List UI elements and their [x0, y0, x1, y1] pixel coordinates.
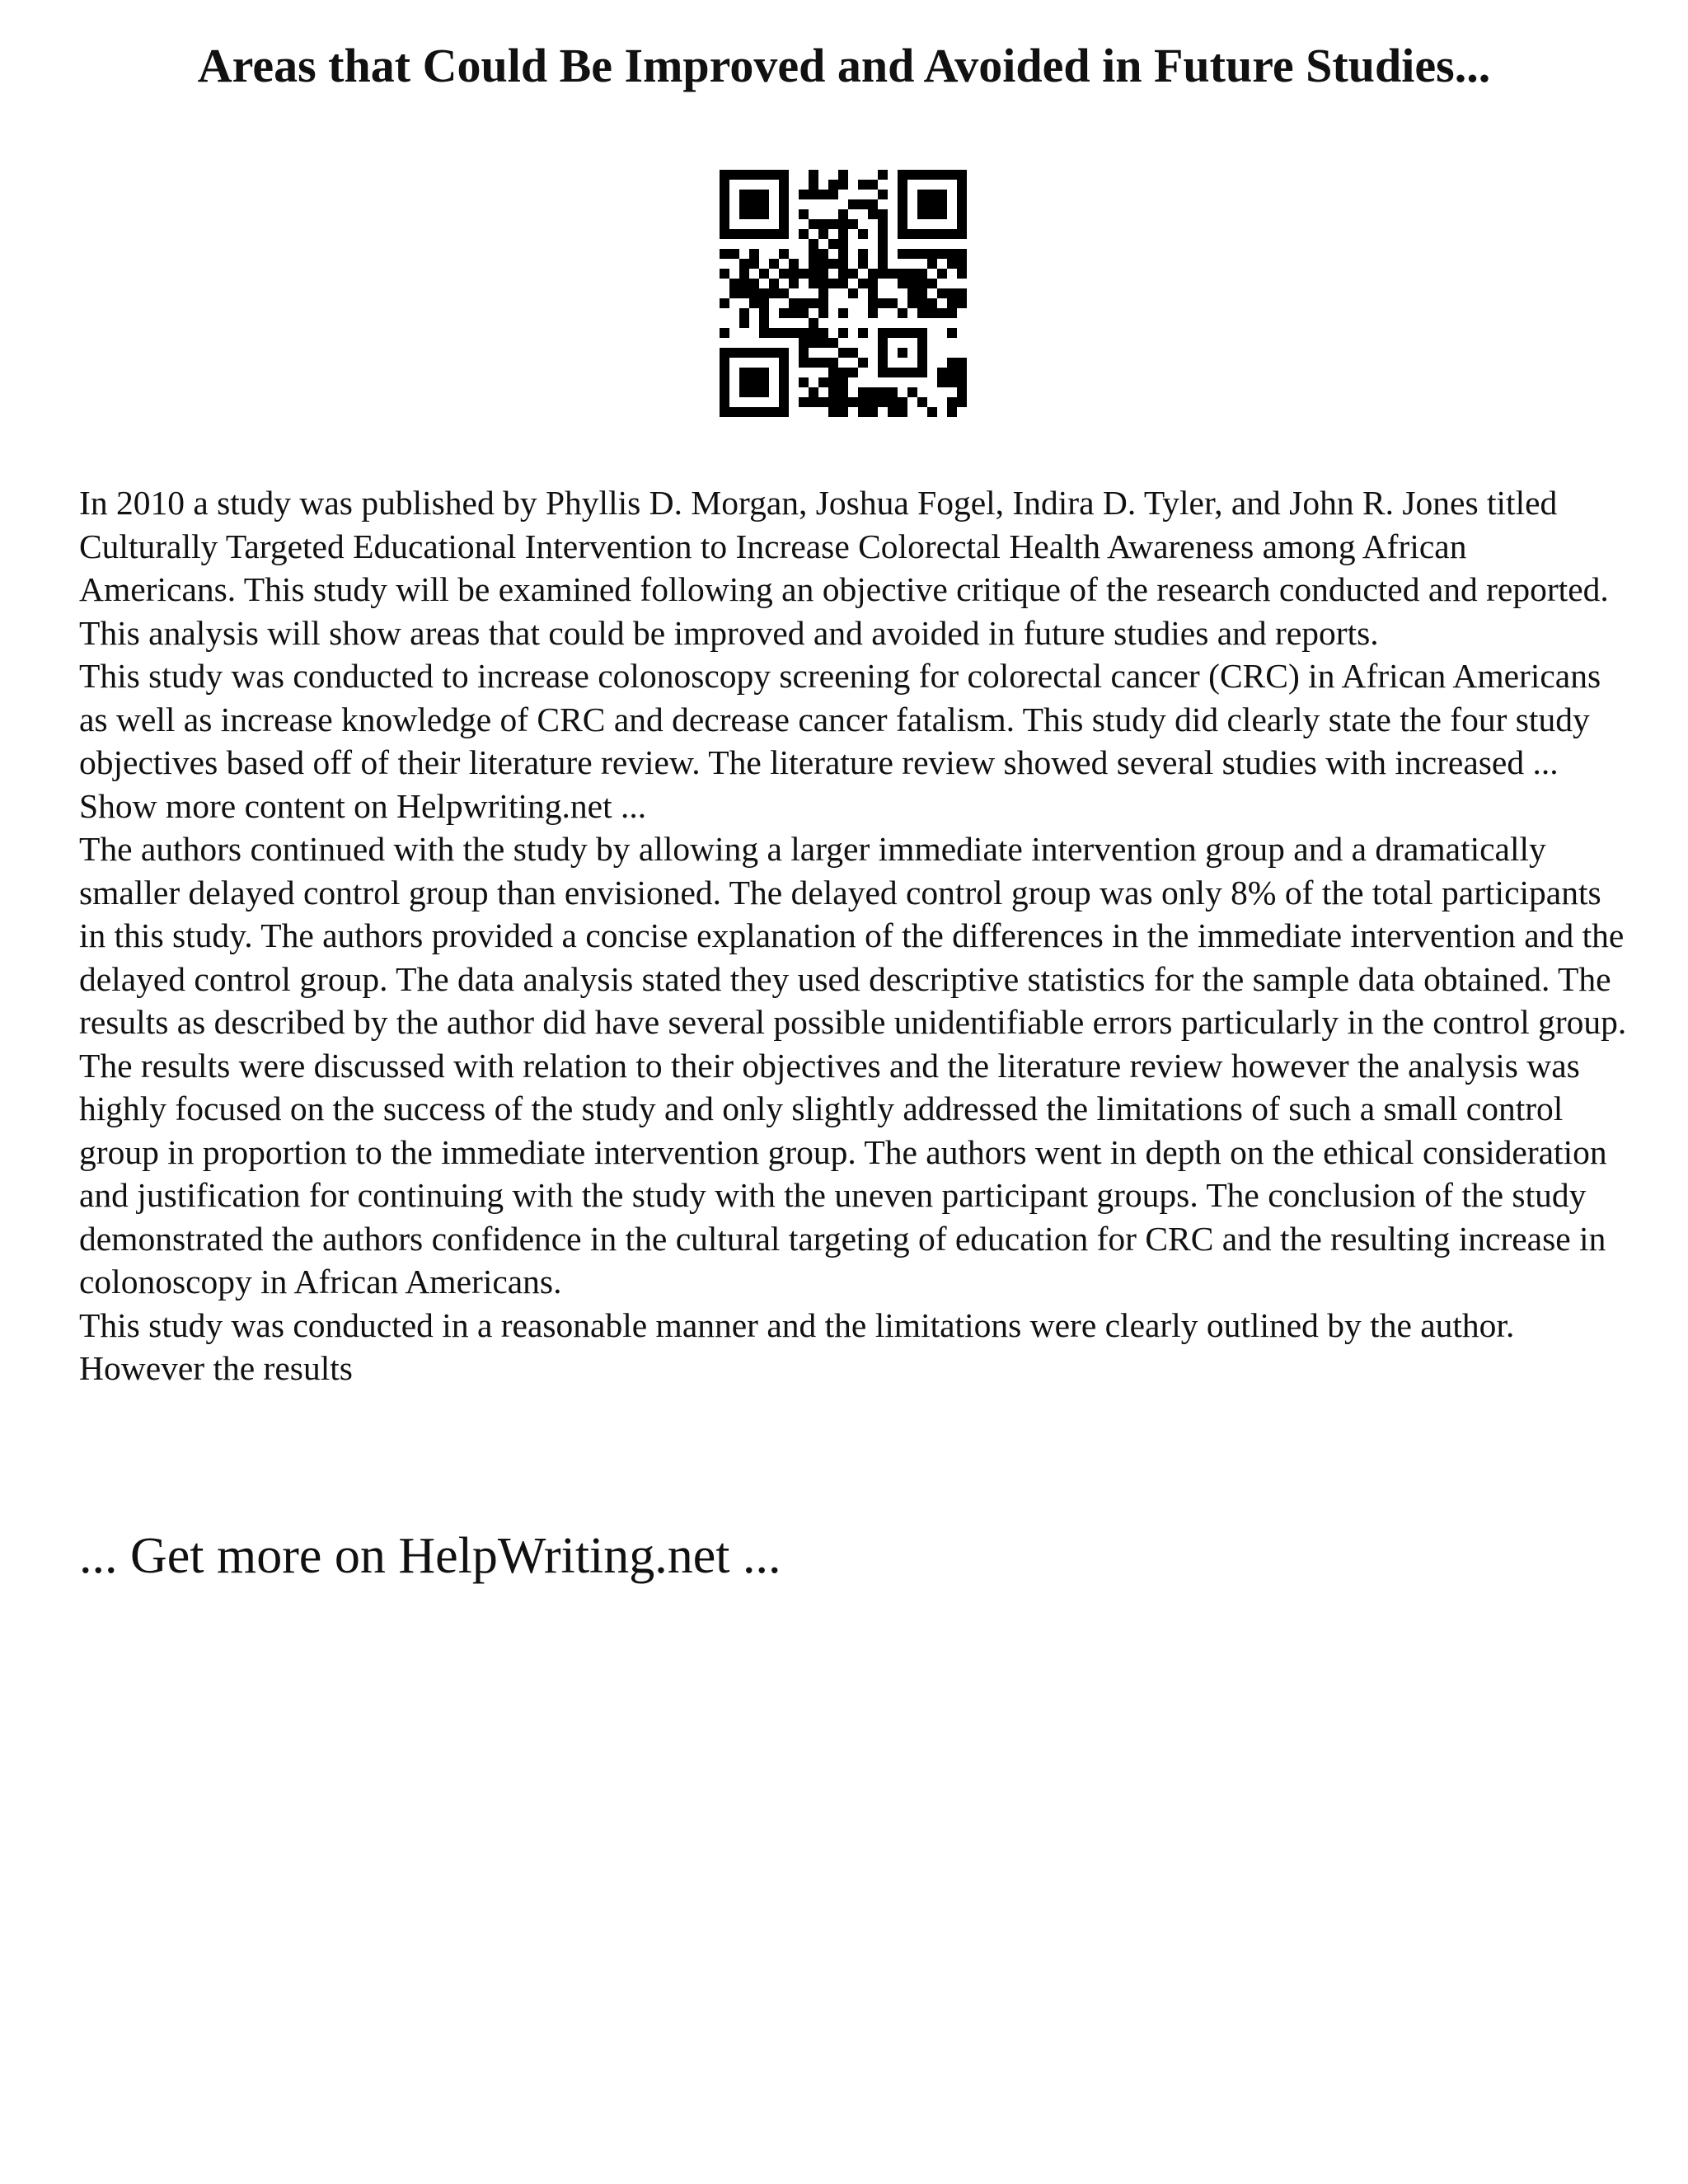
paragraph-conclusion: This study was conducted in a reasonable manner and the limitations were clearly outlined by the author. However the results	[79, 1305, 1515, 1387]
paragraph-intro: In 2010 a study was published by Phyllis D. Morgan, Joshua Fogel, Indira D. Tyler, and John R. Jones titled Culturally Targeted Educational Intervention to Increase Colorectal Health Awareness among African Americans. This study will be examined following an objective critique of the research conducted and reported. This analysis will show areas that could be improved and avoided in future studies and reports.	[79, 484, 1609, 652]
qr-code-icon[interactable]	[720, 170, 967, 417]
article-body	[79, 481, 1629, 1390]
get-more-link[interactable]: ... Get more on HelpWriting.net ...	[79, 1528, 781, 1584]
paragraph-objectives: This study was conducted to increase colonoscopy screening for colorectal cancer (CRC) in African Americans as well as increase knowledge of CRC and decrease cancer fatalism. This study did clearly state the four study objectives based off of their literature review. The literature review showed several studies with increased ... Show more content on Helpwriting.net ...	[79, 657, 1601, 825]
paragraph-analysis: The authors continued with the study by allowing a larger immediate intervention group and a dramatically smaller delayed control group than envisioned. The delayed control group was only 8% of the total participants in this study. The authors provided a concise explanation of the differences in the immediate intervention and the delayed control group. The data analysis stated they used descriptive statistics for the sample data obtained. The results as described by the author did have several possible unidentifiable errors particularly in the control group. The results were discussed with relation to their objectives and the literature review however the analysis was highly focused on the success of the study and only slightly addressed the limitations of such a small control group in proportion to the immediate intervention group. The authors went in depth on the ethical consideration and justification for continuing with the study with the uneven participant groups. The conclusion of the study demonstrated the authors confidence in the cultural targeting of education for CRC and the resulting increase in colonoscopy in African Americans.	[79, 830, 1627, 1301]
page-title: Areas that Could Be Improved and Avoided in Future Studies...	[197, 39, 1491, 92]
